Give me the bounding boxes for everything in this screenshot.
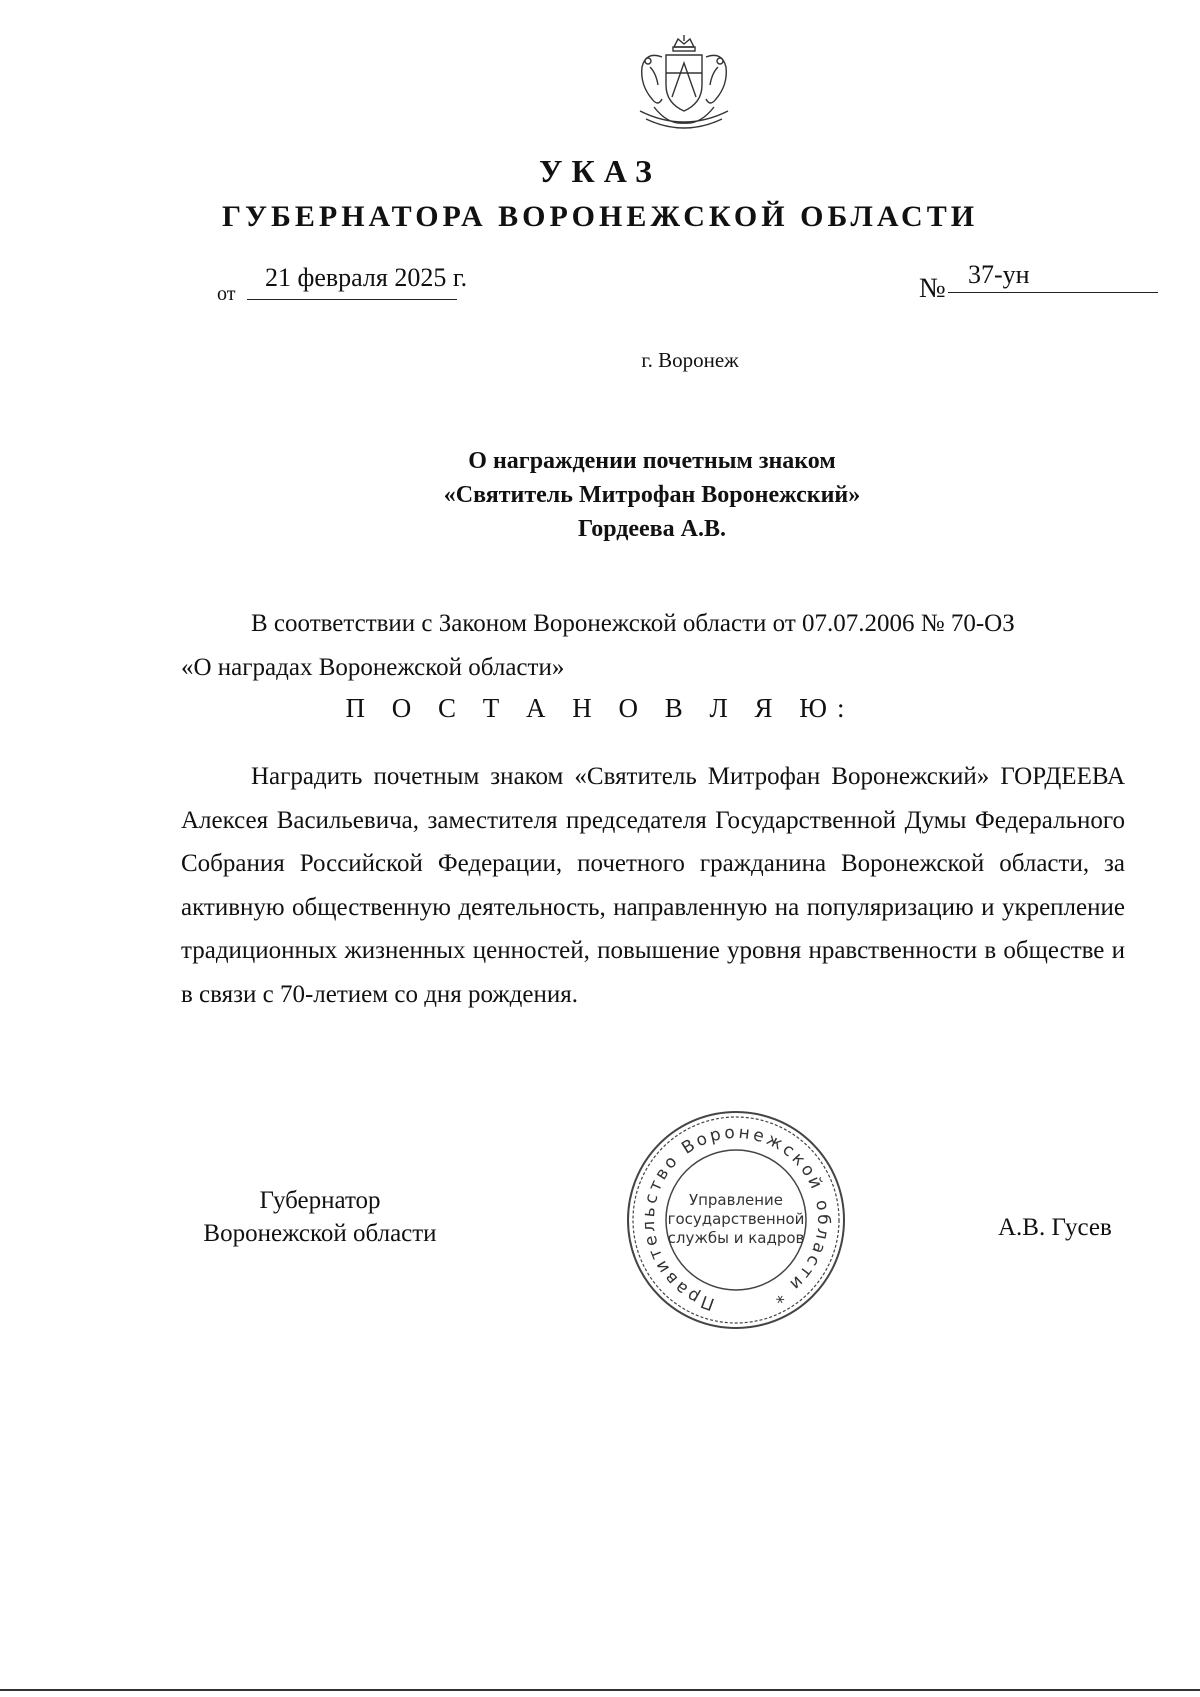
decree-word: П О С Т А Н О В Л Я Ю: [345, 693, 855, 723]
document-subject [0, 444, 1200, 546]
signer-title [185, 1184, 455, 1250]
date-prefix: от [217, 283, 236, 305]
date-underline [247, 299, 457, 300]
award-text: Наградить почетным знаком «Святитель Митрофан Воронежский» ГОРДЕЕВА Алексея Васильевича, заместителя председателя Государственной Думы Федерального Собрания Российской Федерации, почетного гражданина Воронежской области, за активную общественную деятельность, направленную на популяризацию и укрепление традиционных жизненных ценностей, повышение уровня нравственности в обществе и в связи с 70-летием со дня рождения. [181, 763, 1125, 1008]
document-number: 37-ун [968, 260, 1030, 289]
legal-basis [181, 602, 1125, 690]
seal-ring-text: Правительство Воронежской области * [638, 1122, 834, 1314]
number-prefix: № [919, 273, 946, 304]
document-date: 21 февраля 2025 г. [265, 263, 468, 292]
signer-title-line: Воронежской области [203, 1220, 437, 1247]
signer-name: А.В. Гусев [998, 1214, 1112, 1241]
document-type: УКАЗ [539, 153, 661, 189]
page-bottom-rule [0, 1689, 1200, 1691]
coat-of-arms-icon [628, 33, 740, 139]
official-seal-icon [624, 1108, 848, 1332]
subject-line: «Святитель Митрофан Воронежский» [443, 482, 861, 508]
document-issuer: ГУБЕРНАТОРА ВОРОНЕЖСКОЙ ОБЛАСТИ [221, 200, 979, 233]
seal-center-line: службы и кадров [667, 1229, 805, 1247]
signer-title-line: Губернатор [259, 1187, 381, 1214]
seal-center-line: Управление [688, 1191, 784, 1209]
subject-line: Гордеева А.В. [578, 516, 726, 542]
number-underline [948, 292, 1158, 293]
subject-line: О награждении почетным знаком [468, 448, 836, 474]
basis-line: В соответствии с Законом Воронежской области от 07.07.2006 № 70-ОЗ [251, 610, 1015, 637]
seal-center-line: государственной [667, 1210, 805, 1228]
award-paragraph [181, 755, 1125, 1016]
document-city: г. Воронеж [641, 348, 739, 372]
basis-line: «О наградах Воронежской области» [181, 654, 565, 681]
